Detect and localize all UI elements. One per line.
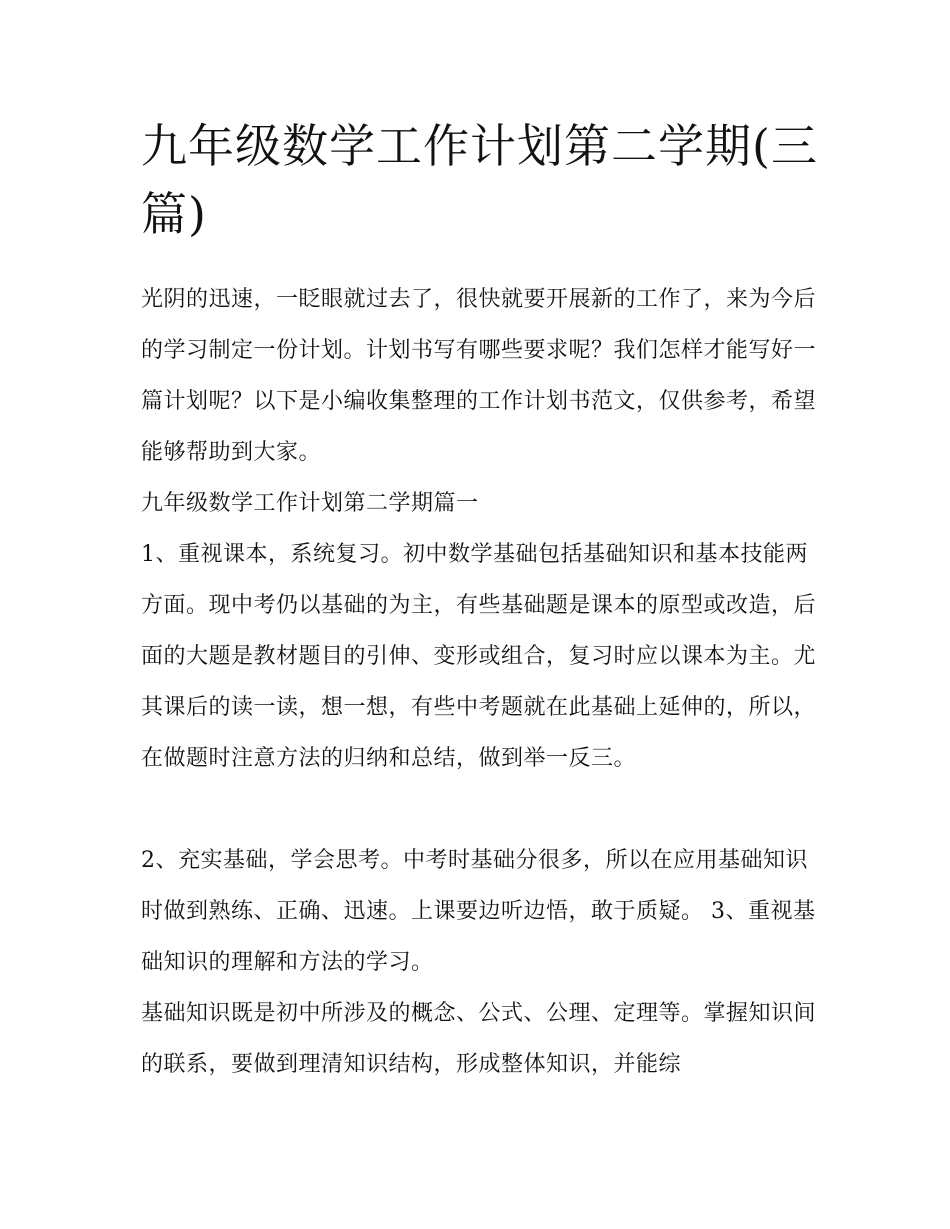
document-title: 九年级数学工作计划第二学期(三篇)	[141, 119, 818, 241]
body-paragraph-2: 2、充实基础，学会思考。中考时基础分很多，所以在应用基础知识时做到熟练、正确、迅速。上课要边听边悟，敢于质疑。 3、重视基础知识的理解和方法的学习。	[141, 848, 816, 975]
intro-paragraph: 光阴的迅速，一眨眼就过去了，很快就要开展新的工作了，来为今后的学习制定一份计划。计划书写有哪些要求呢？我们怎样才能写好一篇计划呢？以下是小编收集整理的工作计划书范文，仅供参考，希望能够帮助到大家。	[141, 287, 817, 465]
body-paragraph-1: 1、重视课本，系统复习。初中数学基础包括基础知识和基本技能两方面。现中考仍以基础的为主，有些基础题是课本的原型或改造，后面的大题是教材题目的引伸、变形或组合，复习时应以课本为主。尤其课后的读一读，想一想，有些中考题就在此基础上延伸的，所以，在做题时注意方法的归纳和总结，做到举一反三。	[141, 542, 817, 771]
section-heading: 九年级数学工作计划第二学期篇一	[141, 491, 479, 516]
body-paragraph-3: 基础知识既是初中所涉及的概念、公式、公理、定理等。掌握知识间的联系，要做到理清知识结构，形成整体知识，并能综	[141, 1001, 817, 1077]
